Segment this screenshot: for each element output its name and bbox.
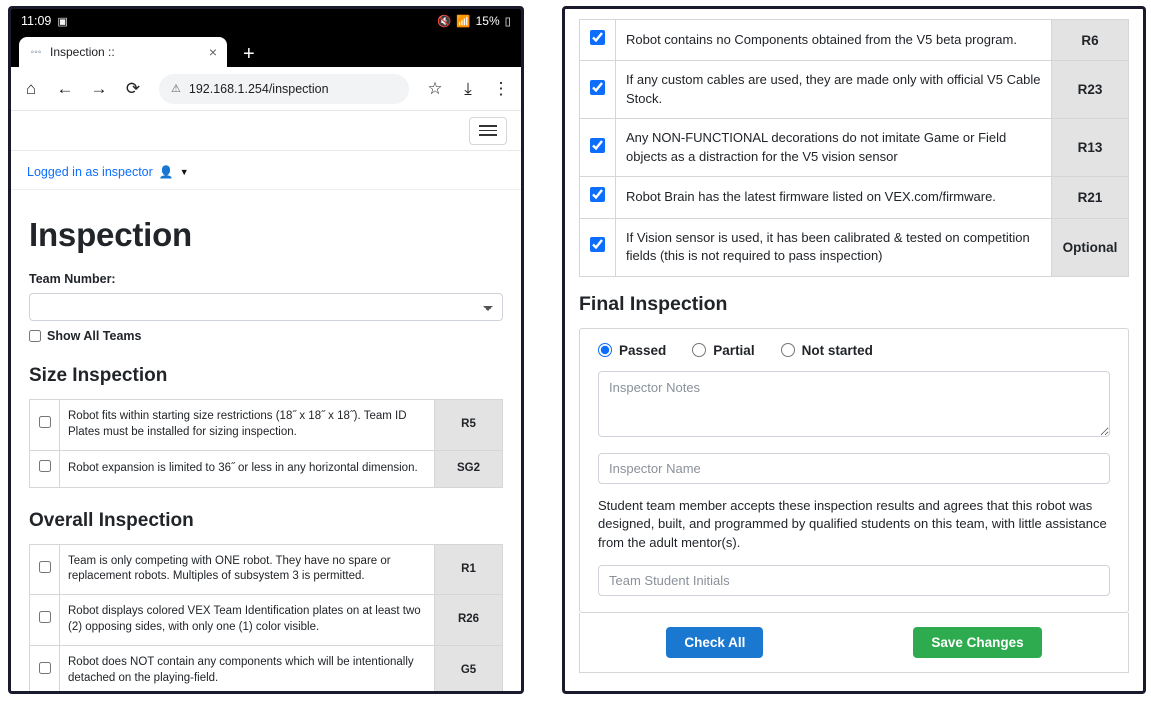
row-checkbox[interactable] (590, 138, 605, 153)
row-text: Any NON-FUNCTIONAL decorations do not imitate Game or Field objects as a distraction for the V5 vision sensor (616, 119, 1052, 177)
row-checkbox[interactable] (590, 237, 605, 252)
status-radio-partial[interactable] (692, 343, 706, 357)
table-row[interactable] (580, 20, 1129, 61)
team-student-initials-input[interactable] (598, 565, 1110, 596)
table-row[interactable] (580, 119, 1129, 177)
show-all-teams-row[interactable] (29, 329, 503, 343)
desktop-checklist-table (579, 19, 1129, 277)
row-rule: R21 (1052, 177, 1129, 218)
consent-text: Student team member accepts these inspection results and agrees that this robot was designed, built, and programmed by qualified students on this team, with little assistance from the adult mentor(s). (598, 497, 1107, 551)
table-row[interactable] (30, 646, 503, 691)
row-checkbox-cell[interactable] (580, 177, 616, 218)
row-checkbox-cell[interactable] (580, 119, 616, 177)
close-icon[interactable]: × (208, 44, 217, 60)
row-rule: R26 (435, 595, 503, 646)
status-radio-passed[interactable] (598, 343, 612, 357)
row-checkbox[interactable] (590, 187, 605, 202)
url-text: 192.168.1.254/inspection (188, 81, 329, 96)
row-checkbox-cell[interactable] (30, 646, 60, 691)
row-checkbox-cell[interactable] (30, 595, 60, 646)
row-text: If Vision sensor is used, it has been calibrated & tested on competition fields (this is not required to pass inspection) (616, 218, 1052, 276)
row-checkbox[interactable] (39, 561, 51, 573)
row-text: Robot Brain has the latest firmware listed on VEX.com/firmware. (616, 177, 1052, 218)
section-heading-overall: Overall Inspection (29, 509, 194, 531)
row-checkbox[interactable] (39, 416, 51, 428)
show-all-teams-label: Show All Teams (47, 329, 142, 343)
battery-icon: ▯ (504, 16, 511, 28)
row-text: If any custom cables are used, they are made only with official V5 Cable Stock. (616, 61, 1052, 119)
team-number-label: Team Number: (29, 272, 116, 286)
show-all-teams-checkbox[interactable] (29, 330, 41, 342)
table-row[interactable] (30, 544, 503, 595)
phone-status-bar (11, 9, 521, 33)
inspector-notes-textarea[interactable] (598, 371, 1110, 437)
status-label-not-started: Not started (801, 342, 873, 358)
status-label-passed: Passed (619, 342, 667, 358)
inspector-name-input[interactable] (598, 453, 1110, 484)
team-number-select[interactable] (29, 293, 503, 321)
status-option-passed[interactable] (598, 343, 666, 358)
status-radio-group[interactable] (598, 343, 1110, 358)
mute-icon: 🔇 (436, 16, 452, 28)
row-text: Robot displays colored VEX Team Identification plates on at least two (2) opposing sides, with only one (1) color visible. (60, 595, 435, 646)
browser-tab[interactable] (19, 37, 227, 67)
new-tab-button[interactable]: + (243, 43, 255, 65)
check-all-button[interactable]: Check All (666, 627, 763, 658)
row-rule: Optional (1052, 218, 1129, 276)
star-icon[interactable]: ☆ (427, 79, 443, 98)
forward-arrow-icon[interactable]: → (90, 79, 108, 98)
form-footer (579, 613, 1129, 673)
row-rule: R1 (435, 544, 503, 595)
save-changes-button[interactable]: Save Changes (913, 627, 1041, 658)
row-checkbox[interactable] (590, 80, 605, 95)
table-row[interactable] (580, 177, 1129, 218)
row-text: Robot fits within starting size restrictions (18˝ x 18˝ x 18˝). Team ID Plates must be installed for sizing inspection. (60, 400, 435, 451)
status-label-partial: Partial (713, 342, 755, 358)
row-text: Team is only competing with ONE robot. They have no spare or replacement robots. Multiples of subsystem 3 is permitted. (60, 544, 435, 595)
row-text: Robot does NOT contain any components which will be intentionally detached on the playing-field. (60, 646, 435, 691)
logged-in-banner[interactable] (11, 151, 521, 190)
row-text: Robot expansion is limited to 36˝ or less in any horizontal dimension. (60, 450, 435, 487)
status-option-not-started[interactable] (781, 343, 873, 358)
chevron-down-icon: ▼ (179, 167, 189, 177)
back-arrow-icon[interactable]: ← (56, 79, 74, 98)
table-row[interactable] (30, 450, 503, 487)
row-checkbox-cell[interactable] (580, 61, 616, 119)
row-rule: R13 (1052, 119, 1129, 177)
section-heading-size: Size Inspection (29, 365, 168, 386)
row-checkbox-cell[interactable] (580, 218, 616, 276)
not-secure-warning-icon: ⚠ (171, 83, 181, 95)
row-rule: R23 (1052, 61, 1129, 119)
logged-in-text: Logged in as inspector (27, 165, 153, 179)
row-rule: G5 (435, 646, 503, 691)
row-checkbox-cell[interactable] (30, 400, 60, 451)
home-icon[interactable]: ⌂ (25, 79, 37, 98)
row-checkbox-cell[interactable] (580, 20, 616, 61)
row-rule: SG2 (435, 450, 503, 487)
row-checkbox-cell[interactable] (30, 450, 60, 487)
row-rule: R5 (435, 400, 503, 451)
row-rule: R6 (1052, 20, 1129, 61)
site-menubar (11, 111, 521, 151)
battery-percent: 15% (475, 14, 500, 28)
phone-panel (8, 6, 524, 694)
table-row[interactable] (580, 218, 1129, 276)
download-icon[interactable]: ⤓ (464, 79, 472, 98)
browser-tab-strip (11, 33, 521, 67)
row-checkbox[interactable] (39, 611, 51, 623)
status-clock: 11:09 (21, 14, 52, 28)
final-inspection-card (579, 328, 1129, 614)
tab-title: Inspection :: (50, 45, 115, 59)
table-row[interactable] (580, 61, 1129, 119)
size-inspection-table (29, 399, 503, 488)
row-checkbox[interactable] (39, 460, 51, 472)
table-row[interactable] (30, 595, 503, 646)
image-icon: ▣ (57, 15, 68, 28)
desktop-panel (562, 6, 1146, 694)
overall-inspection-table (29, 544, 503, 691)
final-inspection-heading: Final Inspection (579, 292, 728, 315)
hamburger-menu-button[interactable] (469, 117, 507, 145)
row-checkbox[interactable] (590, 30, 605, 45)
row-checkbox[interactable] (39, 662, 51, 674)
reload-icon[interactable]: ⟳ (125, 79, 141, 98)
row-text: Robot contains no Components obtained from the V5 beta program. (616, 20, 1052, 61)
wifi-icon: 📶 (456, 16, 471, 28)
browser-omnibar (11, 67, 521, 111)
table-row[interactable] (30, 400, 503, 451)
user-icon: 👤 (158, 165, 174, 179)
page-title: Inspection (29, 216, 193, 253)
site-favicon: ◦◦◦ (30, 46, 42, 58)
overflow-menu-icon[interactable]: ⋮ (492, 79, 510, 98)
phone-page-content (11, 151, 521, 691)
status-option-partial[interactable] (692, 343, 754, 358)
url-input[interactable] (159, 74, 409, 104)
row-checkbox-cell[interactable] (30, 544, 60, 595)
status-radio-not-started[interactable] (781, 343, 795, 357)
